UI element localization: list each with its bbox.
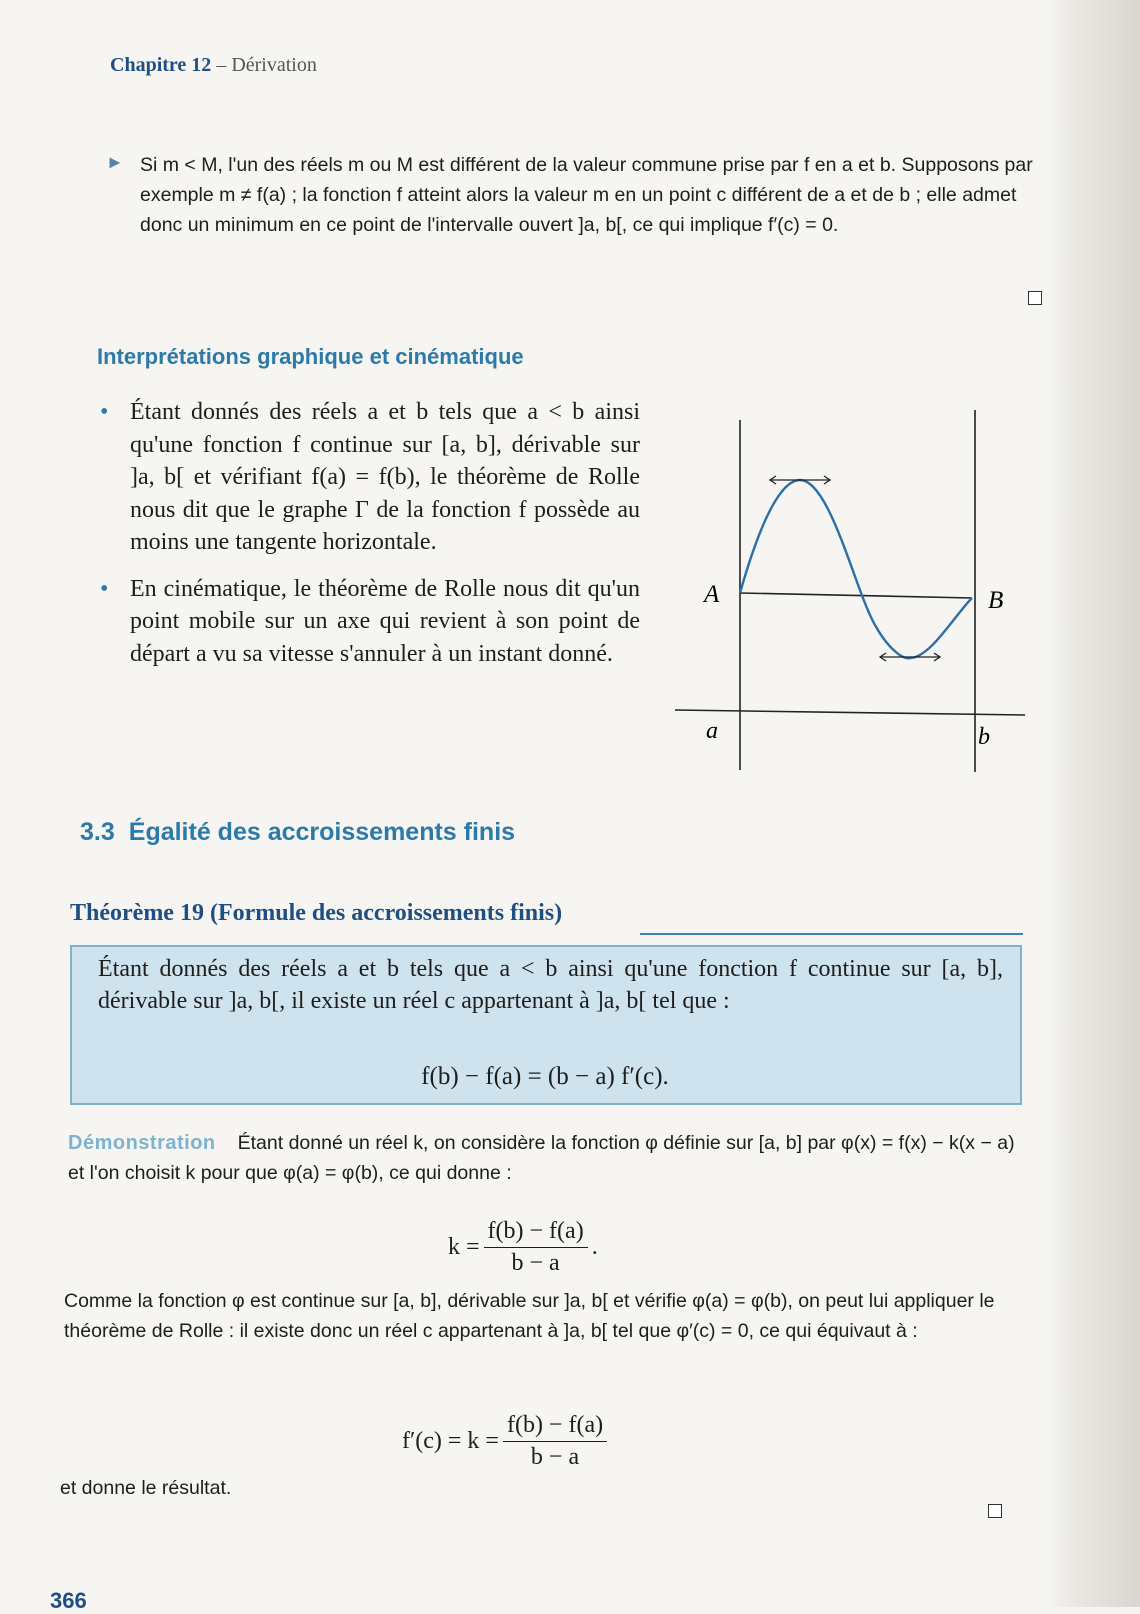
chord-AB bbox=[740, 593, 972, 598]
qed-square-icon bbox=[988, 1504, 1002, 1518]
equation-fprime bbox=[402, 1412, 611, 1471]
equation-lhs: k = bbox=[448, 1234, 480, 1260]
x-axis bbox=[675, 710, 1025, 715]
theorem-formula: f(b) − f(a) = (b − a) f′(c). bbox=[421, 1063, 669, 1090]
demonstration-title: Démonstration bbox=[68, 1132, 216, 1154]
theorem-title-rule bbox=[640, 933, 1023, 935]
point-label-B: B bbox=[988, 587, 1004, 614]
list-item bbox=[100, 396, 640, 559]
theorem-statement: Étant donnés des réels a et b tels que a < b ainsi qu'une fonction f continue sur [a, b], dérivable sur ]a, b[, il existe un réel c appartenant à ]a, b[ tel que : bbox=[98, 956, 1003, 1014]
point-label-A: A bbox=[704, 581, 720, 608]
interpretation-bullets bbox=[100, 396, 640, 684]
conclusion-text: et donne le résultat. bbox=[60, 1477, 232, 1499]
paragraph-marker-icon: ► bbox=[106, 152, 124, 172]
equation-k bbox=[448, 1218, 598, 1277]
section-heading-interpretations: Interprétations graphique et cinématique bbox=[97, 344, 524, 369]
fraction bbox=[484, 1218, 588, 1277]
header-separator: – bbox=[216, 54, 227, 76]
chapter-header bbox=[110, 54, 317, 77]
bullet-dot-icon: • bbox=[100, 575, 109, 602]
fraction-numerator: f(b) − f(a) bbox=[484, 1218, 588, 1248]
axis-label-b: b bbox=[978, 724, 990, 750]
horizontal-tangent-min bbox=[880, 653, 940, 661]
rolle-figure bbox=[670, 410, 1030, 780]
list-item bbox=[100, 573, 640, 671]
bullet-text-cinematique: En cinématique, le théorème de Rolle nous dit qu'un point mobile sur un axe qui revient à son point de départ a vu sa vitesse s'annuler à un instant donné. bbox=[130, 575, 640, 667]
fraction-numerator: f(b) − f(a) bbox=[503, 1412, 607, 1442]
axis-label-a: a bbox=[706, 718, 718, 744]
bullet-text-graphique: Étant donnés des réels a et b tels que a < b ainsi qu'une fonction f continue sur [a, b], dérivable sur ]a, b[ et vérifiant f(a) = f(b), le théorème de Rolle nous dit que le graphe Γ de la fonction f possède au moins une tangente horizontale. bbox=[130, 399, 640, 555]
page-gutter-shadow bbox=[1045, 0, 1140, 1607]
page-number: 366 bbox=[50, 1588, 87, 1613]
rolle-application-paragraph: Comme la fonction φ est continue sur [a, b], dérivable sur ]a, b[ et vérifie φ(a) = φ(b), on peut lui appliquer le théorème de Rolle : il existe donc un réel c appartenant à ]a, b[ tel que φ′(c) = 0, ce qui équivaut à : bbox=[64, 1290, 995, 1342]
chapter-subject: Dérivation bbox=[231, 54, 317, 76]
fraction-denominator: b − a bbox=[511, 1250, 560, 1276]
function-curve bbox=[740, 480, 972, 658]
qed-square-icon bbox=[1028, 291, 1042, 305]
equation-period: . bbox=[591, 1234, 598, 1260]
proof-case-paragraph: Si m < M, l'un des réels m ou M est différent de la valeur commune prise par f en a et b. Supposons par exemple m ≠ f(a) ; la fonction f atteint alors la valeur m en un point c différent de a et de b ; elle admet donc un minimum en ce point de l'intervalle ouvert ]a, b[, ce qui implique f′(c) = 0. bbox=[140, 154, 1033, 236]
theorem-title: Théorème 19 (Formule des accroissements finis) bbox=[70, 900, 570, 927]
section-heading-3-3 bbox=[80, 818, 515, 847]
bullet-dot-icon: • bbox=[100, 399, 109, 425]
section-number: 3.3 bbox=[80, 818, 115, 846]
equation-lhs: f′(c) = k = bbox=[402, 1428, 499, 1454]
demonstration-text: Étant donné un réel k, on considère la fonction φ définie sur [a, b] par φ(x) = f(x) − k(x − a) et l'on choisit k pour que φ(a) = φ(b), ce qui donne : bbox=[68, 1132, 1015, 1184]
chapter-number: Chapitre 12 bbox=[110, 54, 212, 76]
section-title: Égalité des accroissements finis bbox=[128, 818, 516, 846]
horizontal-tangent-max bbox=[770, 476, 830, 484]
fraction-denominator: b − a bbox=[530, 1444, 580, 1470]
fraction bbox=[503, 1412, 607, 1471]
demonstration-paragraph bbox=[68, 1128, 1018, 1188]
